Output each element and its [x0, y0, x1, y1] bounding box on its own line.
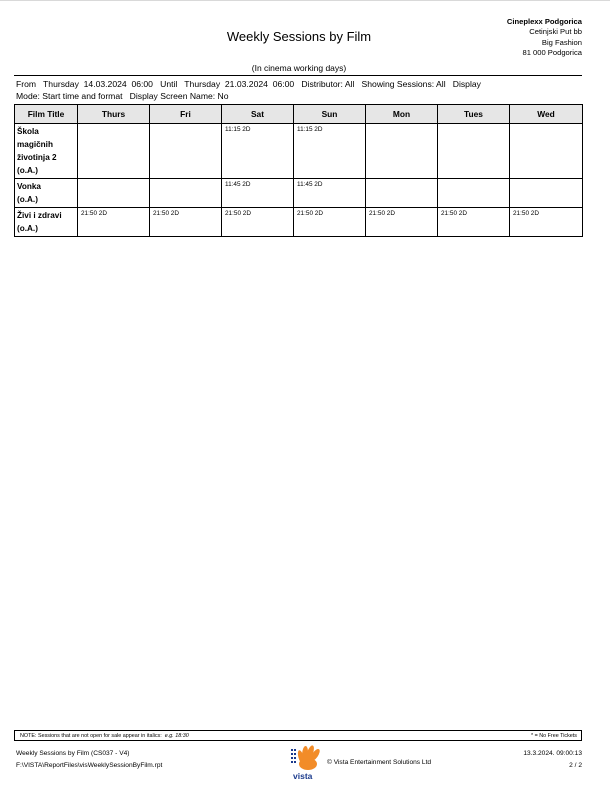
session-cell-sun: 11:15 2D: [294, 124, 366, 179]
header-sat: Sat: [222, 105, 294, 124]
table-row: [15, 179, 583, 208]
filter-line-2: Mode: Start time and format Display Screen Name: No: [16, 91, 229, 101]
no-free-tickets-legend: * = No Free Tickets: [531, 733, 577, 739]
company-address-line: 81 000 Podgorica: [522, 47, 582, 57]
table-row: [15, 124, 583, 179]
footer-right: [523, 748, 582, 772]
session-cell-tues: [438, 179, 510, 208]
session-cell-sat: 11:15 2D: [222, 124, 294, 179]
table-header-row: [15, 105, 583, 124]
session-cell-tues: [438, 124, 510, 179]
session-cell-sun: 11:45 2D: [294, 179, 366, 208]
film-title-line: Vonka: [17, 182, 41, 191]
session-cell-wed: [510, 179, 583, 208]
company-address-line: Big Fashion: [541, 37, 582, 47]
company-block: [507, 17, 582, 58]
session-cell-thurs: 21:50 2D: [78, 208, 150, 237]
copyright: © Vista Entertainment Solutions Ltd: [327, 759, 432, 766]
session-cell-fri: [150, 124, 222, 179]
film-title-cell: [15, 179, 78, 208]
report-file-path: F:\VISTA\ReportFiles\visWeeklySessionByFilm.rpt: [16, 762, 163, 769]
header-film-title: Film Title: [15, 105, 78, 124]
session-cell-wed: 21:50 2D: [510, 208, 583, 237]
italics-note: [20, 733, 189, 739]
session-cell-mon: [366, 124, 438, 179]
note-example: e.g. 18:30: [164, 733, 189, 739]
header-thurs: Thurs: [78, 105, 150, 124]
report-name: Weekly Sessions by Film (CS037 - V4): [16, 750, 130, 757]
header-tues: Tues: [438, 105, 510, 124]
top-rule: [0, 0, 610, 1]
filter-line-1: From Thursday 14.03.2024 06:00 Until Thursday 21.03.2024 06:00 Distributor: All Showing Sessions: All Display: [16, 79, 481, 89]
film-title-line: Škola: [17, 127, 39, 136]
footer-left: [16, 748, 162, 772]
filter-criteria: [14, 75, 582, 103]
page-number: 2 / 2: [569, 762, 582, 769]
session-cell-fri: [150, 179, 222, 208]
session-cell-thurs: [78, 179, 150, 208]
film-title-cell: [15, 208, 78, 237]
film-title-line: magičnih: [17, 140, 53, 149]
table-row: [15, 208, 583, 237]
printed-timestamp: 13.3.2024. 09:00:13: [523, 750, 582, 757]
session-cell-tues: 21:50 2D: [438, 208, 510, 237]
report-subtitle: (In cinema working days): [251, 63, 347, 73]
sessions-table: [14, 104, 583, 237]
report-title: Weekly Sessions by Film: [226, 29, 372, 44]
session-cell-mon: 21:50 2D: [366, 208, 438, 237]
session-cell-thurs: [78, 124, 150, 179]
header-sun: Sun: [294, 105, 366, 124]
session-cell-sat: 21:50 2D: [222, 208, 294, 237]
film-title-line: životinja 2: [17, 153, 57, 162]
company-address-line: Cetinjski Put bb: [529, 27, 582, 37]
film-title-cell: [15, 124, 78, 179]
film-title-line: (o.A.): [17, 195, 38, 204]
film-title-line: Živi i zdravi: [17, 211, 62, 220]
vista-logo-text: vista: [293, 771, 313, 781]
session-cell-fri: 21:50 2D: [150, 208, 222, 237]
session-cell-mon: [366, 179, 438, 208]
note-text: NOTE: Sessions that are not open for sale appear in italics:: [20, 733, 162, 739]
note-box: [14, 730, 582, 741]
session-cell-sun: 21:50 2D: [294, 208, 366, 237]
session-cell-wed: [510, 124, 583, 179]
film-title-line: (o.A.): [17, 166, 38, 175]
company-name: Cineplexx Podgorica: [506, 17, 582, 26]
session-cell-sat: 11:45 2D: [222, 179, 294, 208]
header-mon: Mon: [366, 105, 438, 124]
film-title-line: (o.A.): [17, 224, 38, 233]
header-wed: Wed: [510, 105, 583, 124]
header-fri: Fri: [150, 105, 222, 124]
